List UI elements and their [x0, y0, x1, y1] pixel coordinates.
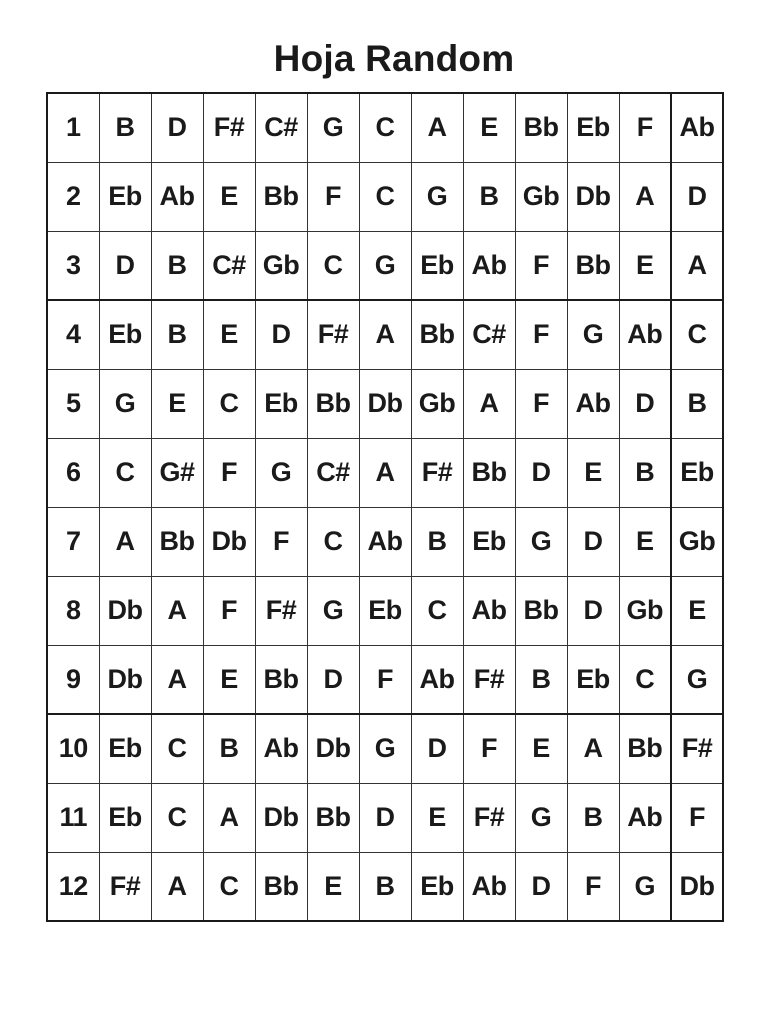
note-cell: F [203, 438, 255, 507]
note-cell: A [99, 507, 151, 576]
note-cell: E [515, 714, 567, 783]
note-cell: B [619, 438, 671, 507]
note-cell: A [151, 645, 203, 714]
note-cell: C [307, 507, 359, 576]
note-cell: G [567, 300, 619, 369]
note-cell: F# [255, 576, 307, 645]
note-cell: D [567, 576, 619, 645]
note-cell: G [307, 576, 359, 645]
table-row [47, 231, 723, 300]
note-cell: G [619, 852, 671, 921]
note-cell: F [203, 576, 255, 645]
note-cell: G [359, 231, 411, 300]
note-cell: C [671, 300, 723, 369]
note-cell: G# [151, 438, 203, 507]
row-number-cell: 11 [47, 783, 99, 852]
note-cell: D [255, 300, 307, 369]
row-number-cell: 6 [47, 438, 99, 507]
note-cell: Bb [619, 714, 671, 783]
note-cell: F# [99, 852, 151, 921]
note-cell: G [515, 783, 567, 852]
row-number-cell: 4 [47, 300, 99, 369]
table-row [47, 93, 723, 162]
note-cell: A [671, 231, 723, 300]
note-cell: Bb [515, 93, 567, 162]
table-row [47, 162, 723, 231]
table-row [47, 576, 723, 645]
note-cell: E [307, 852, 359, 921]
note-cell: Db [99, 576, 151, 645]
note-cell: C# [203, 231, 255, 300]
note-cell: B [151, 231, 203, 300]
row-number-cell: 12 [47, 852, 99, 921]
note-cell: B [151, 300, 203, 369]
table-row [47, 438, 723, 507]
note-cell: Eb [99, 714, 151, 783]
note-cell: C# [255, 93, 307, 162]
note-cell: C [359, 93, 411, 162]
note-cell: Gb [411, 369, 463, 438]
note-cell: A [203, 783, 255, 852]
note-cell: F [515, 231, 567, 300]
note-cell: B [99, 93, 151, 162]
note-cell: A [411, 93, 463, 162]
note-cell: G [411, 162, 463, 231]
note-cell: Bb [307, 783, 359, 852]
note-cell: B [671, 369, 723, 438]
note-cell: E [671, 576, 723, 645]
note-cell: F [619, 93, 671, 162]
note-cell: A [359, 438, 411, 507]
random-notes-table [46, 92, 724, 922]
note-cell: G [307, 93, 359, 162]
row-number-cell: 1 [47, 93, 99, 162]
note-cell: F [671, 783, 723, 852]
note-cell: E [411, 783, 463, 852]
note-cell: F [515, 300, 567, 369]
row-number-cell: 2 [47, 162, 99, 231]
note-cell: Eb [463, 507, 515, 576]
note-cell: G [671, 645, 723, 714]
note-cell: E [619, 507, 671, 576]
note-cell: Ab [411, 645, 463, 714]
note-cell: Gb [255, 231, 307, 300]
note-cell: B [515, 645, 567, 714]
table-row [47, 300, 723, 369]
table-row [47, 645, 723, 714]
note-cell: Eb [567, 93, 619, 162]
note-cell: Eb [411, 852, 463, 921]
note-cell: C# [463, 300, 515, 369]
note-cell: E [619, 231, 671, 300]
note-cell: A [619, 162, 671, 231]
note-cell: Eb [359, 576, 411, 645]
note-cell: D [515, 852, 567, 921]
row-number-cell: 3 [47, 231, 99, 300]
note-cell: Ab [359, 507, 411, 576]
note-cell: F# [463, 645, 515, 714]
note-cell: D [515, 438, 567, 507]
note-cell: Eb [567, 645, 619, 714]
note-cell: Db [203, 507, 255, 576]
note-cell: Bb [411, 300, 463, 369]
note-cell: C [203, 852, 255, 921]
note-cell: D [567, 507, 619, 576]
note-cell: Eb [99, 783, 151, 852]
note-cell: A [567, 714, 619, 783]
note-cell: C [307, 231, 359, 300]
note-cell: Bb [515, 576, 567, 645]
note-cell: Gb [619, 576, 671, 645]
note-cell: A [359, 300, 411, 369]
table-row [47, 714, 723, 783]
note-cell: E [151, 369, 203, 438]
note-cell: Db [99, 645, 151, 714]
note-cell: A [151, 852, 203, 921]
row-number-cell: 5 [47, 369, 99, 438]
note-cell: Ab [671, 93, 723, 162]
note-cell: B [463, 162, 515, 231]
row-number-cell: 8 [47, 576, 99, 645]
note-cell: F [307, 162, 359, 231]
note-cell: F [359, 645, 411, 714]
row-number-cell: 10 [47, 714, 99, 783]
note-cell: Bb [567, 231, 619, 300]
note-cell: D [307, 645, 359, 714]
note-cell: D [99, 231, 151, 300]
note-cell: C [619, 645, 671, 714]
note-cell: C [99, 438, 151, 507]
note-cell: G [255, 438, 307, 507]
note-cell: Bb [255, 162, 307, 231]
note-cell: Eb [411, 231, 463, 300]
note-cell: F [463, 714, 515, 783]
note-cell: A [463, 369, 515, 438]
note-cell: Bb [255, 852, 307, 921]
note-cell: Ab [255, 714, 307, 783]
note-cell: E [203, 645, 255, 714]
note-cell: A [151, 576, 203, 645]
note-cell: C [359, 162, 411, 231]
note-cell: Eb [255, 369, 307, 438]
note-cell: B [203, 714, 255, 783]
note-cell: Eb [671, 438, 723, 507]
note-cell: F [255, 507, 307, 576]
note-cell: B [567, 783, 619, 852]
note-cell: E [203, 300, 255, 369]
note-cell: Ab [463, 852, 515, 921]
note-cell: Gb [515, 162, 567, 231]
note-cell: G [359, 714, 411, 783]
row-number-cell: 7 [47, 507, 99, 576]
note-cell: Eb [99, 162, 151, 231]
note-cell: Ab [463, 231, 515, 300]
note-cell: G [515, 507, 567, 576]
note-cell: C [203, 369, 255, 438]
note-cell: E [203, 162, 255, 231]
note-cell: Bb [255, 645, 307, 714]
table-row [47, 507, 723, 576]
note-cell: D [411, 714, 463, 783]
note-cell: F# [671, 714, 723, 783]
note-cell: F# [463, 783, 515, 852]
table-row [47, 852, 723, 921]
table-row [47, 369, 723, 438]
note-cell: Eb [99, 300, 151, 369]
note-cell: Ab [619, 783, 671, 852]
note-cell: E [463, 93, 515, 162]
note-cell: F [567, 852, 619, 921]
note-cell: F [515, 369, 567, 438]
note-cell: Bb [151, 507, 203, 576]
note-cell: Ab [463, 576, 515, 645]
note-cell: G [99, 369, 151, 438]
note-cell: Ab [151, 162, 203, 231]
note-cell: Ab [567, 369, 619, 438]
note-cell: C [151, 783, 203, 852]
row-number-cell: 9 [47, 645, 99, 714]
note-cell: Db [255, 783, 307, 852]
note-cell: Db [359, 369, 411, 438]
note-cell: Bb [307, 369, 359, 438]
note-cell: C [151, 714, 203, 783]
table-row [47, 783, 723, 852]
note-cell: D [671, 162, 723, 231]
note-cell: Db [307, 714, 359, 783]
note-cell: D [359, 783, 411, 852]
note-cell: E [567, 438, 619, 507]
page-title: Hoja Random [273, 38, 515, 79]
note-cell: C# [307, 438, 359, 507]
note-cell: D [619, 369, 671, 438]
note-cell: F# [203, 93, 255, 162]
note-cell: D [151, 93, 203, 162]
note-cell: B [359, 852, 411, 921]
note-cell: Db [671, 852, 723, 921]
note-cell: Db [567, 162, 619, 231]
note-cell: B [411, 507, 463, 576]
note-cell: C [411, 576, 463, 645]
note-cell: Ab [619, 300, 671, 369]
note-cell: Gb [671, 507, 723, 576]
note-cell: Bb [463, 438, 515, 507]
table-body [47, 93, 723, 921]
note-cell: F# [307, 300, 359, 369]
note-cell: F# [411, 438, 463, 507]
